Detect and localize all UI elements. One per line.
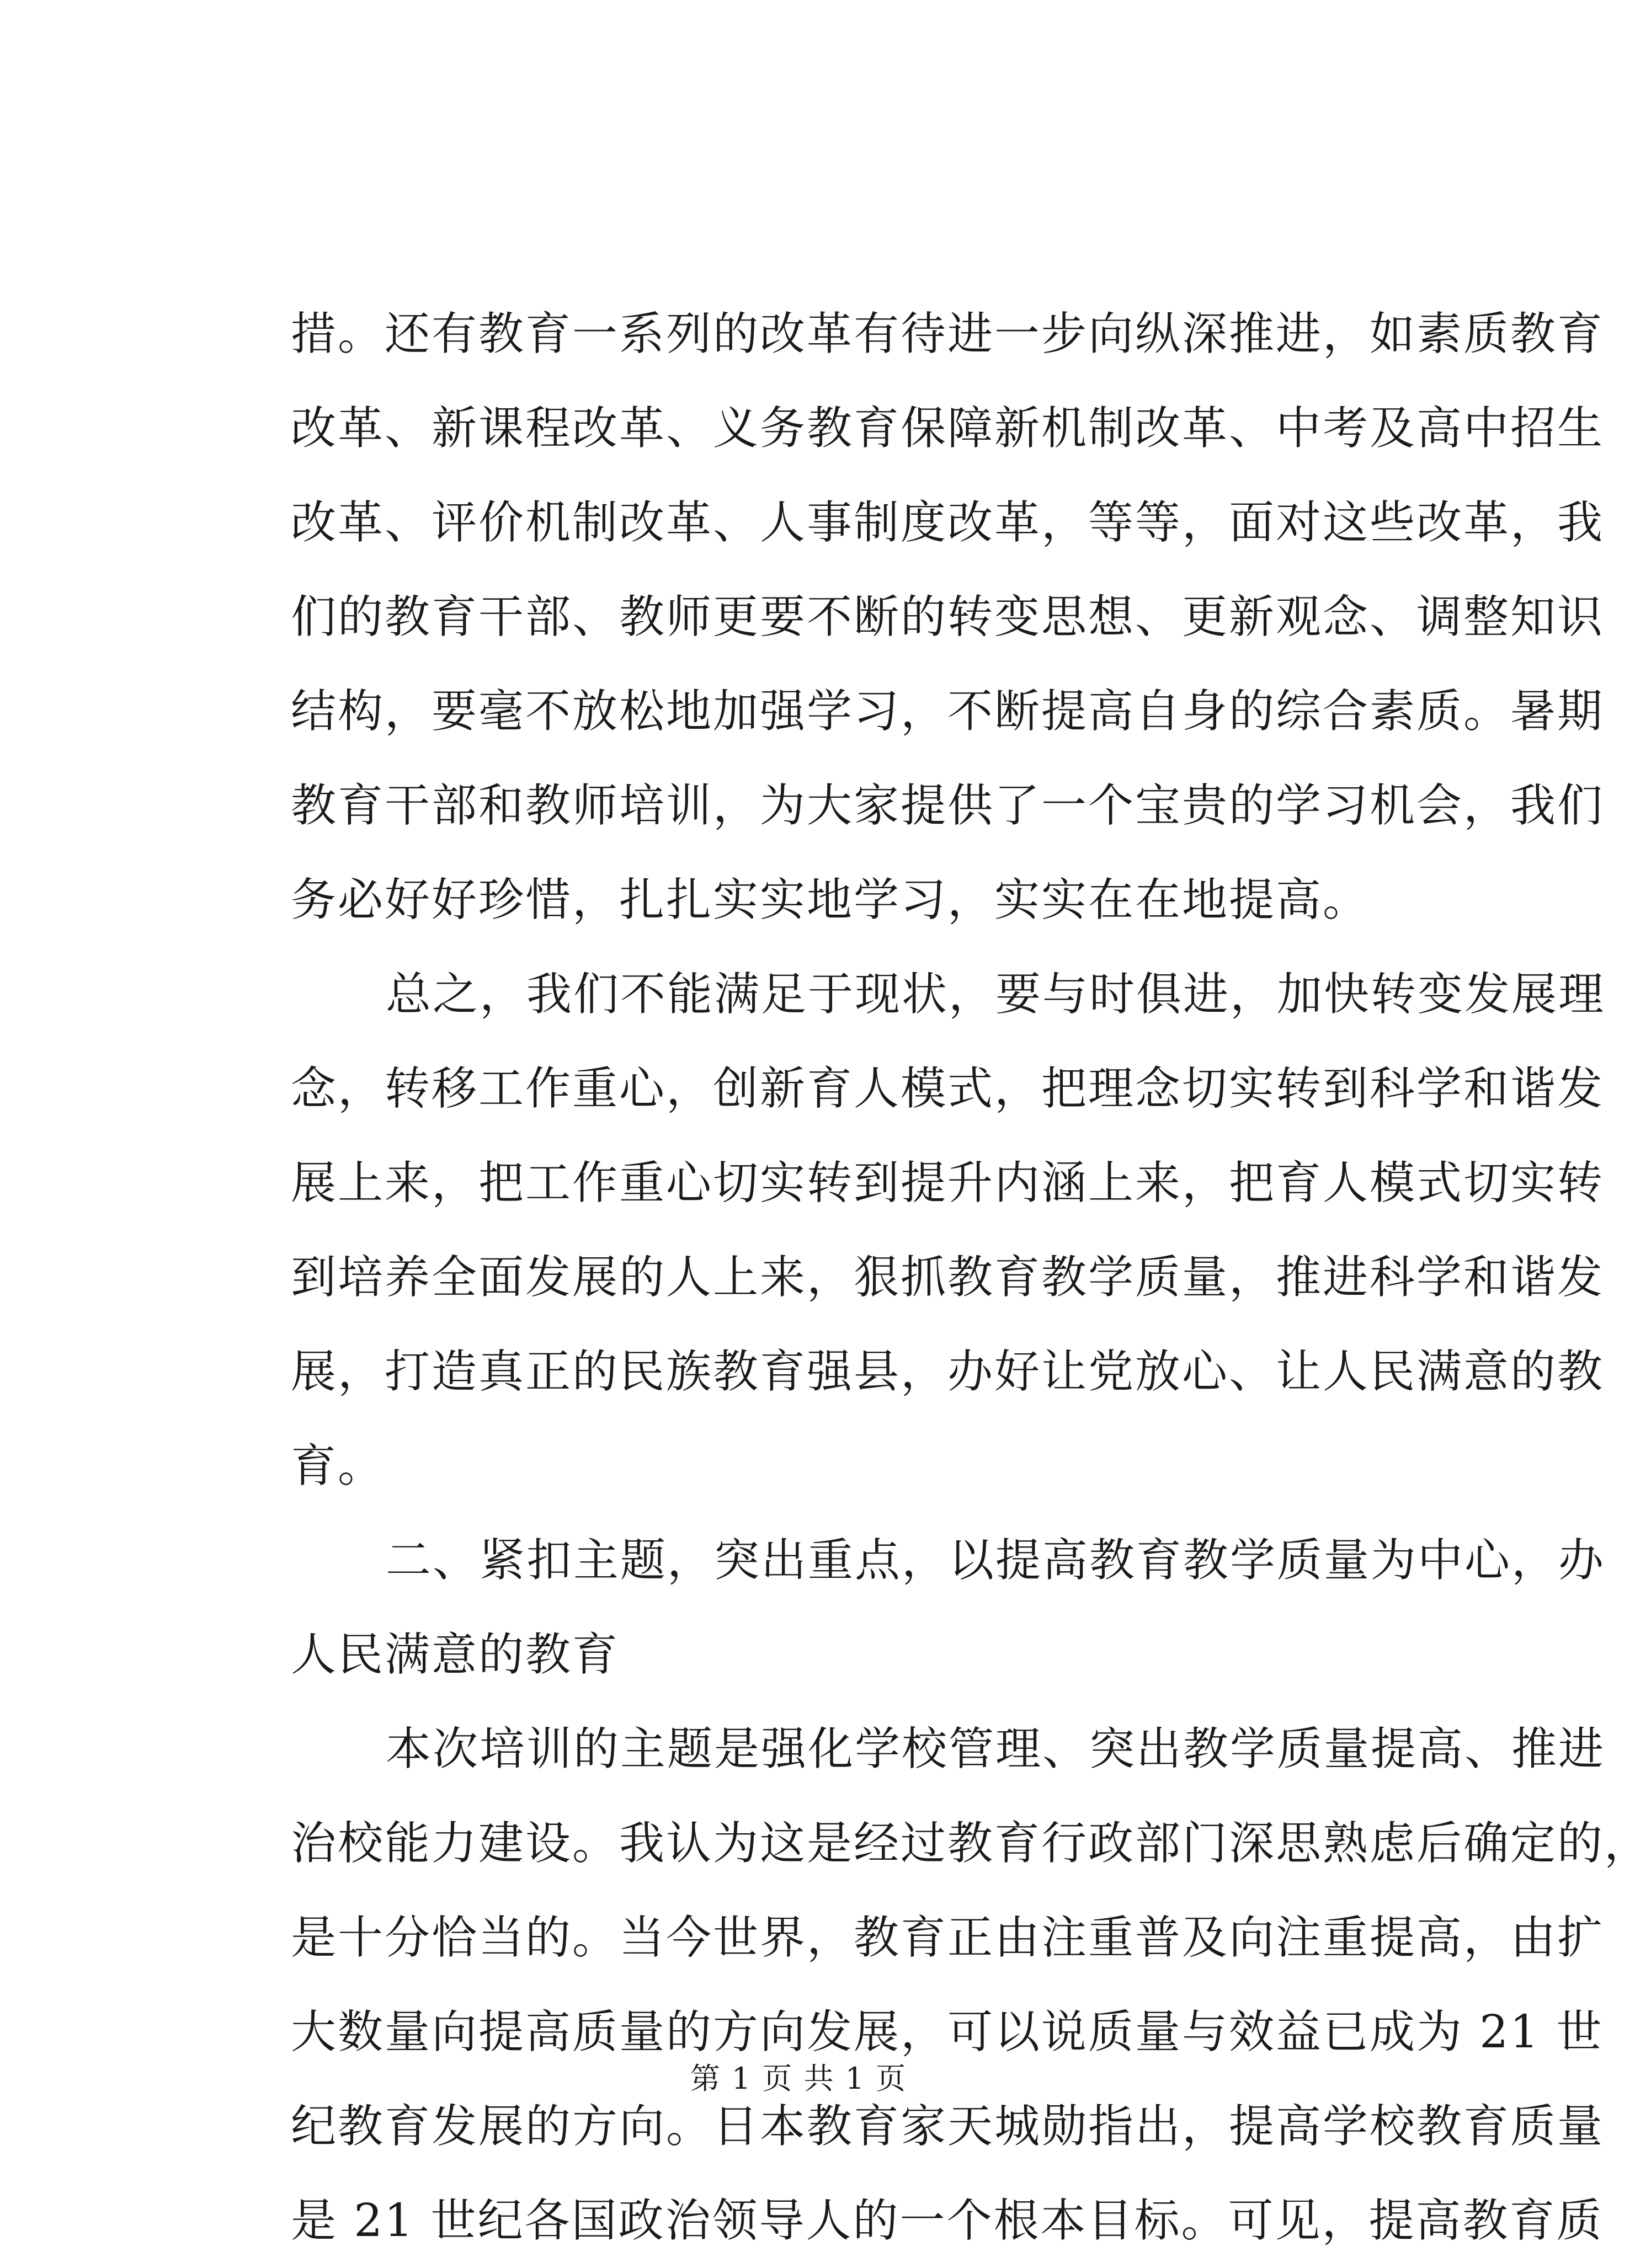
- paragraph-2: [291, 947, 1606, 1513]
- text-line: 育。: [291, 1440, 385, 1492]
- text-line: 结构，要毫不放松地加强学习，不断提高自身的综合素质。暑期: [291, 685, 1605, 738]
- text-line: 务必好好珍惜，扎扎实实地学习，实实在在地提高。: [291, 874, 1370, 926]
- text-line: 纪教育发展的方向。日本教育家天城勋指出，提高学校教育质量: [291, 2100, 1605, 2153]
- page-number-footer: 第 1 页 共 1 页: [690, 2061, 907, 2096]
- text-line: 们的教育干部、教师更要不断的转变思想、更新观念、调整知识: [291, 591, 1605, 643]
- text-line: 展上来，把工作重心切实转到提升内涵上来，把育人模式切实转: [291, 1157, 1605, 1209]
- text-line: 治校能力建设。我认为这是经过教育行政部门深思熟虑后确定的，: [291, 1817, 1651, 1870]
- text-line: 是十分恰当的。当今世界，教育正由注重普及向注重提高，由扩: [291, 1912, 1605, 1964]
- text-line: 到培养全面发展的人上来，狠抓教育教学质量，推进科学和谐发: [291, 1251, 1605, 1304]
- text-line: 展，打造真正的民族教育强县，办好让党放心、让人民满意的教: [291, 1346, 1605, 1398]
- paragraph-3: [291, 1702, 1651, 2268]
- text-line: 是 21 世纪各国政治领导人的一个根本目标。可见，提高教育质: [291, 2195, 1604, 2247]
- text-line: 本次培训的主题是强化学校管理、突出教学质量提高、推进: [386, 1723, 1606, 1775]
- text-line: 教育干部和教师培训，为大家提供了一个宝贵的学习机会，我们: [291, 780, 1605, 832]
- text-line: 大数量向提高质量的方向发展，可以说质量与效益已成为 21 世: [291, 2006, 1604, 2058]
- paragraph-1: [291, 287, 1605, 947]
- text-line: 念，转移工作重心，创新育人模式，把理念切实转到科学和谐发: [291, 1063, 1605, 1115]
- text-line: 改革、新课程改革、义务教育保障新机制改革、中考及高中招生: [291, 402, 1605, 455]
- text-line: 总之，我们不能满足于现状，要与时俱进，加快转变发展理: [386, 968, 1606, 1021]
- heading-line: 二、紧扣主题，突出重点，以提高教育教学质量为中心，办: [386, 1534, 1606, 1587]
- heading-line: 人民满意的教育: [291, 1629, 620, 1681]
- text-line: 措。还有教育一系列的改革有待进一步向纵深推进，如素质教育: [291, 308, 1605, 360]
- document-body: [291, 287, 1651, 2268]
- text-line: 改革、评价机制改革、人事制度改革，等等，面对这些改革，我: [291, 497, 1605, 549]
- section-heading-2: [291, 1513, 1606, 1702]
